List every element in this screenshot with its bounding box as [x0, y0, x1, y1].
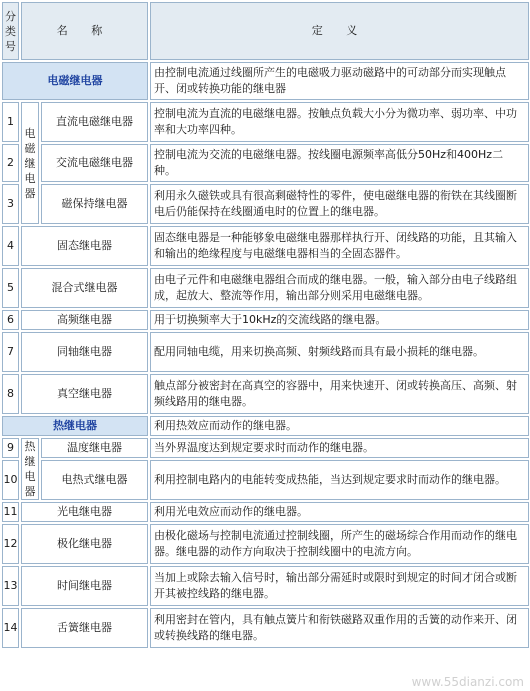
watermark: www.55dianzi.com [411, 675, 524, 689]
relay-definition: 配用同轴电缆，用来切换高频、射频线路而具有最小损耗的继电器。 [150, 332, 529, 372]
table-row [2, 460, 529, 500]
row-number: 5 [2, 268, 19, 308]
relay-definition: 利用永久磁铁或具有很高剩磁特性的零件，使电磁继电器的衔铁在其线圈断电后仍能保持在线圈通电时的位置上的继电器。 [150, 184, 529, 224]
relay-name: 高频继电器 [21, 310, 148, 330]
row-number: 8 [2, 374, 19, 414]
relay-definition: 由极化磁场与控制电流通过控制线圈，所产生的磁场综合作用而动作的继电器。继电器的动作方向取决于控制线圈中的电流方向。 [150, 524, 529, 564]
table-row [2, 438, 529, 458]
relay-name: 时间继电器 [21, 566, 148, 606]
row-number: 14 [2, 608, 19, 648]
table-body [2, 62, 529, 648]
category-name: 热继电器 [2, 416, 148, 436]
table-row [2, 566, 529, 606]
relay-definition: 由控制电流通过线圈所产生的电磁吸力驱动磁路中的可动部分而实现触点开、闭或转换功能的继电器 [150, 62, 529, 100]
relay-name: 磁保持继电器 [41, 184, 148, 224]
table-row [2, 268, 529, 308]
row-number: 9 [2, 438, 19, 458]
row-number: 12 [2, 524, 19, 564]
table-row [2, 226, 529, 266]
relay-definition: 利用密封在管内，具有触点簧片和衔铁磁路双重作用的舌簧的动作来开、闭或转换线路的继电器。 [150, 608, 529, 648]
table-row [2, 184, 529, 224]
relay-definition: 触点部分被密封在高真空的容器中，用来快速开、闭或转换高压、高频、射频线路用的继电器。 [150, 374, 529, 414]
header-category-number: 分 类 号 [2, 2, 19, 60]
relay-definition: 利用光电效应而动作的继电器。 [150, 502, 529, 522]
header-definition: 定 义 [150, 2, 529, 60]
row-number: 13 [2, 566, 19, 606]
row-number: 6 [2, 310, 19, 330]
relay-name: 真空继电器 [21, 374, 148, 414]
relay-name: 温度继电器 [41, 438, 148, 458]
table-row [2, 332, 529, 372]
table-row [2, 102, 529, 142]
relay-definition: 利用热效应而动作的继电器。 [150, 416, 529, 436]
header-row [2, 2, 529, 60]
table-row [2, 62, 529, 100]
relay-definition: 当加上或除去输入信号时，输出部分需延时或限时到规定的时间才闭合或断开其被控线路的继电器。 [150, 566, 529, 606]
group-label: 热 继 电 器 [21, 438, 39, 500]
relay-name: 光电继电器 [21, 502, 148, 522]
relay-name: 直流电磁继电器 [41, 102, 148, 142]
relay-definition: 当外界温度达到规定要求时而动作的继电器。 [150, 438, 529, 458]
relay-name: 极化继电器 [21, 524, 148, 564]
row-number: 4 [2, 226, 19, 266]
table-row [2, 524, 529, 564]
relay-definition: 控制电流为交流的电磁继电器。按线圈电源频率高低分50Hz和400Hz二种。 [150, 144, 529, 182]
relay-definition: 固态继电器是一种能够象电磁继电器那样执行开、闭线路的功能，且其输入和输出的绝缘程度与电磁继电器相当的全固态器件。 [150, 226, 529, 266]
row-number: 11 [2, 502, 19, 522]
category-name: 电磁继电器 [2, 62, 148, 100]
relay-name: 固态继电器 [21, 226, 148, 266]
relay-definition: 用于切换频率大于10kHz的交流线路的继电器。 [150, 310, 529, 330]
relay-definition: 控制电流为直流的电磁继电器。按触点负载大小分为微功率、弱功率、中功率和大功率四种。 [150, 102, 529, 142]
relay-name: 交流电磁继电器 [41, 144, 148, 182]
table-row [2, 144, 529, 182]
row-number: 10 [2, 460, 19, 500]
row-number: 3 [2, 184, 19, 224]
relay-name: 混合式继电器 [21, 268, 148, 308]
table-row [2, 374, 529, 414]
row-number: 1 [2, 102, 19, 142]
row-number: 2 [2, 144, 19, 182]
table-row [2, 502, 529, 522]
relay-definition: 利用控制电路内的电能转变成热能，当达到规定要求时而动作的继电器。 [150, 460, 529, 500]
table-row [2, 608, 529, 648]
group-label: 电 磁 继 电 器 [21, 102, 39, 224]
table-row [2, 310, 529, 330]
relay-name: 舌簧继电器 [21, 608, 148, 648]
row-number: 7 [2, 332, 19, 372]
relay-name: 同轴继电器 [21, 332, 148, 372]
header-name: 名 称 [21, 2, 148, 60]
relay-definition: 由电子元件和电磁继电器组合而成的继电器。一般，输入部分由电子线路组成，起放大、整流等作用，输出部分则采用电磁继电器。 [150, 268, 529, 308]
relay-name: 电热式继电器 [41, 460, 148, 500]
table-row [2, 416, 529, 436]
